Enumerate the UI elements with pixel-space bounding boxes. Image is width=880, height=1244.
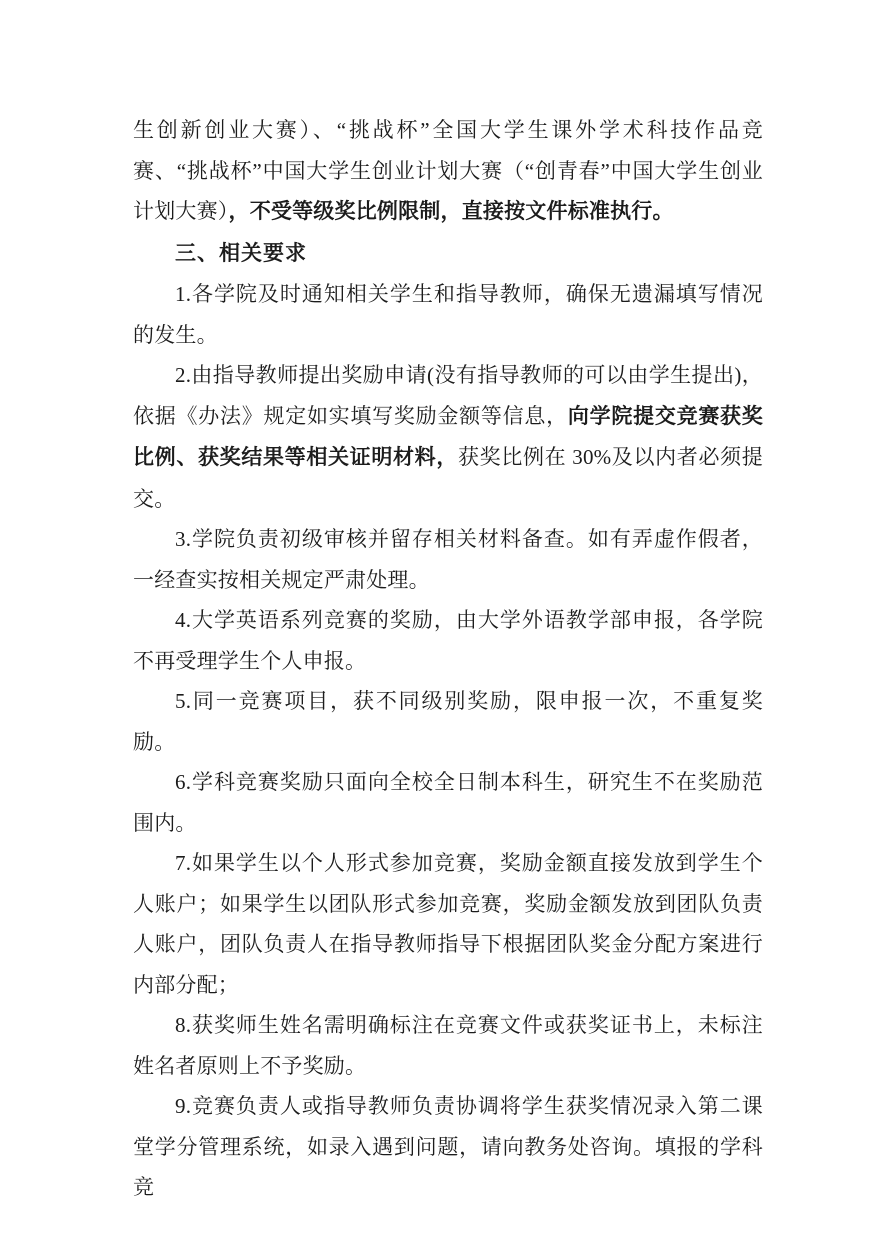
text-segment: 获奖比例在 30%及以内者必须提交。	[133, 445, 763, 511]
text-segment: 1.各学院及时通知相关学生和指导教师，确保无遗漏填写情况的发生。	[133, 282, 763, 347]
paragraph-item-9	[133, 1086, 763, 1208]
text-segment: 4.大学英语系列竞赛的奖励，由大学外语教学部申报，各学院不再受理学生个人申报。	[133, 608, 763, 673]
text-segment: 2.由指导教师提出奖励申请(没有指导教师的可以由学生提出)，依据《办法》规定如实填写奖励金额等信息，	[133, 363, 763, 428]
text-segment: 9.竞赛负责人或指导教师负责协调将学生获奖情况录入第二课堂学分管理系统，如录入遇到问题，请向教务处咨询。填报的学科竞	[133, 1094, 763, 1199]
paragraph-item-7	[133, 843, 763, 1005]
paragraph-item-8	[133, 1005, 763, 1086]
text-segment-bold: 向学院提交竞赛获奖比例、获奖结果等相关证明材料，	[133, 404, 763, 469]
text-segment: 5.同一竞赛项目，获不同级别奖励，限申报一次，不重复奖励。	[133, 689, 763, 754]
paragraph-item-2	[133, 355, 763, 519]
paragraph-item-3	[133, 519, 763, 600]
text-segment: 6.学科竞赛奖励只面向全校全日制本科生，研究生不在奖励范围内。	[133, 770, 763, 835]
text-segment: 7.如果学生以个人形式参加竞赛，奖励金额直接发放到学生个人账户；如果学生以团队形式参加竞赛，奖励金额发放到团队负责人账户，团队负责人在指导教师指导下根据团队奖金分配方案进行内部分配；	[133, 851, 763, 997]
paragraph-continuation	[133, 110, 763, 233]
heading-text: 三、相关要求	[175, 241, 307, 265]
document-body	[133, 110, 763, 1208]
paragraph-item-1	[133, 274, 763, 355]
text-segment: 3.学院负责初级审核并留存相关材料备查。如有弄虚作假者，一经查实按相关规定严肃处理。	[133, 527, 763, 592]
text-segment: 8.获奖师生姓名需明确标注在竞赛文件或获奖证书上，未标注姓名者原则上不予奖励。	[133, 1013, 763, 1078]
text-segment: 生创新创业大赛）、“挑战杯”全国大学生课外学术科技作品竞赛、“挑战杯”中国大学生创业计划大赛（“创青春”中国大学生创业计划大赛）	[133, 118, 763, 223]
paragraph-item-6	[133, 762, 763, 843]
text-segment-bold: ，不受等级奖比例限制，直接按文件标准执行。	[228, 200, 674, 223]
section-heading	[133, 233, 763, 275]
paragraph-item-5	[133, 681, 763, 762]
paragraph-item-4	[133, 600, 763, 681]
